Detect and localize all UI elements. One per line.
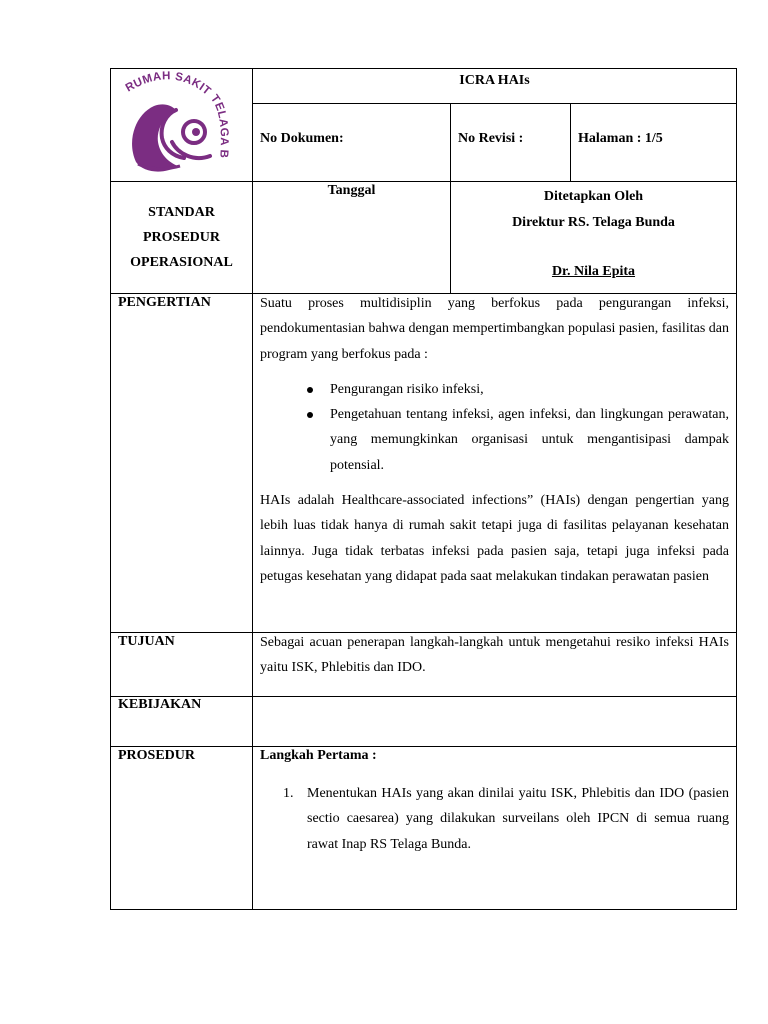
bullet-icon <box>307 387 313 393</box>
sop-title-line: STANDAR <box>148 205 215 220</box>
table-border <box>252 103 737 104</box>
logo-text: RUMAH SAKIT TELAGA B <box>123 70 230 159</box>
signer-name: Dr. Nila Epita <box>551 264 636 279</box>
prosedur-step-title: Langkah Pertama : <box>260 748 377 763</box>
pengertian-content <box>260 291 729 589</box>
pengertian-intro: Suatu proses multidisiplin yang berfokus pada pengurangan infeksi, pendokumentasian bahwa dengan mempertimbangkan populasi pasien, fasilitas dan program yang berfokus pada : <box>260 296 729 362</box>
table-border <box>110 746 737 747</box>
bullet-icon <box>307 412 313 418</box>
prosedur-list <box>260 781 729 857</box>
tanggal-label: Tanggal <box>327 183 376 198</box>
table-border <box>736 68 737 910</box>
bullet-text: Pengurangan risiko infeksi, <box>330 381 484 397</box>
list-item <box>0 402 729 478</box>
bullet-text: Pengetahuan tentang infeksi, agen infeksi, dan lingkungan perawatan, yang memungkinkan organisasi untuk mengantisipasi dampak potensial. <box>330 407 729 473</box>
pengertian-label: PENGERTIAN <box>118 295 211 310</box>
list-item <box>0 377 729 402</box>
list-number: 1. <box>283 786 294 801</box>
sop-title <box>111 200 252 275</box>
table-border <box>110 696 737 697</box>
tujuan-text: Sebagai acuan penerapan langkah-langkah untuk mengetahui resiko infeksi HAIs yaitu ISK, Phlebitis dan IDO. <box>260 635 729 676</box>
direktur-label: Direktur RS. Telaga Bunda <box>512 215 675 230</box>
hospital-logo <box>114 70 250 178</box>
pengertian-hais: HAIs adalah Healthcare-associated infections” (HAIs) dengan pengertian yang lebih luas tidak hanya di rumah sakit tetapi juga di fasilitas pelayanan kesehatan lainnya. Juga tidak terbatas infeksi pada pasien saja, tetapi juga infeksi pada petugas kesehatan yang didapat pada saat melakukan tindakan perawatan pasien <box>260 493 729 584</box>
prosedur-label: PROSEDUR <box>118 748 196 763</box>
list-text: Menentukan HAIs yang akan dinilai yaitu ISK, Phlebitis dan IDO (pasien sectio caesarea) yang dilakukan surveilans oleh IPCN di semua ruang rawat Inap RS Telaga Bunda. <box>307 786 729 852</box>
ditetapkan-label: Ditetapkan Oleh <box>543 189 644 204</box>
no-revisi-label: No Revisi : <box>458 131 524 146</box>
kebijakan-label: KEBIJAKAN <box>118 697 202 712</box>
no-dokumen-label: No Dokumen: <box>260 131 344 146</box>
tujuan-label: TUJUAN <box>118 634 175 649</box>
table-border <box>110 181 737 182</box>
table-border <box>110 68 737 69</box>
sop-title-line: PROSEDUR <box>142 230 220 245</box>
halaman-label: Halaman : 1/5 <box>578 131 663 146</box>
sop-title-line: OPERASIONAL <box>130 255 233 270</box>
hospital-logo-image <box>114 70 250 178</box>
table-border <box>110 909 737 910</box>
table-border <box>570 103 571 182</box>
pengertian-bullets <box>0 377 729 478</box>
document-title: ICRA HAIs <box>459 73 530 88</box>
list-item <box>260 781 729 857</box>
table-border <box>110 68 111 910</box>
